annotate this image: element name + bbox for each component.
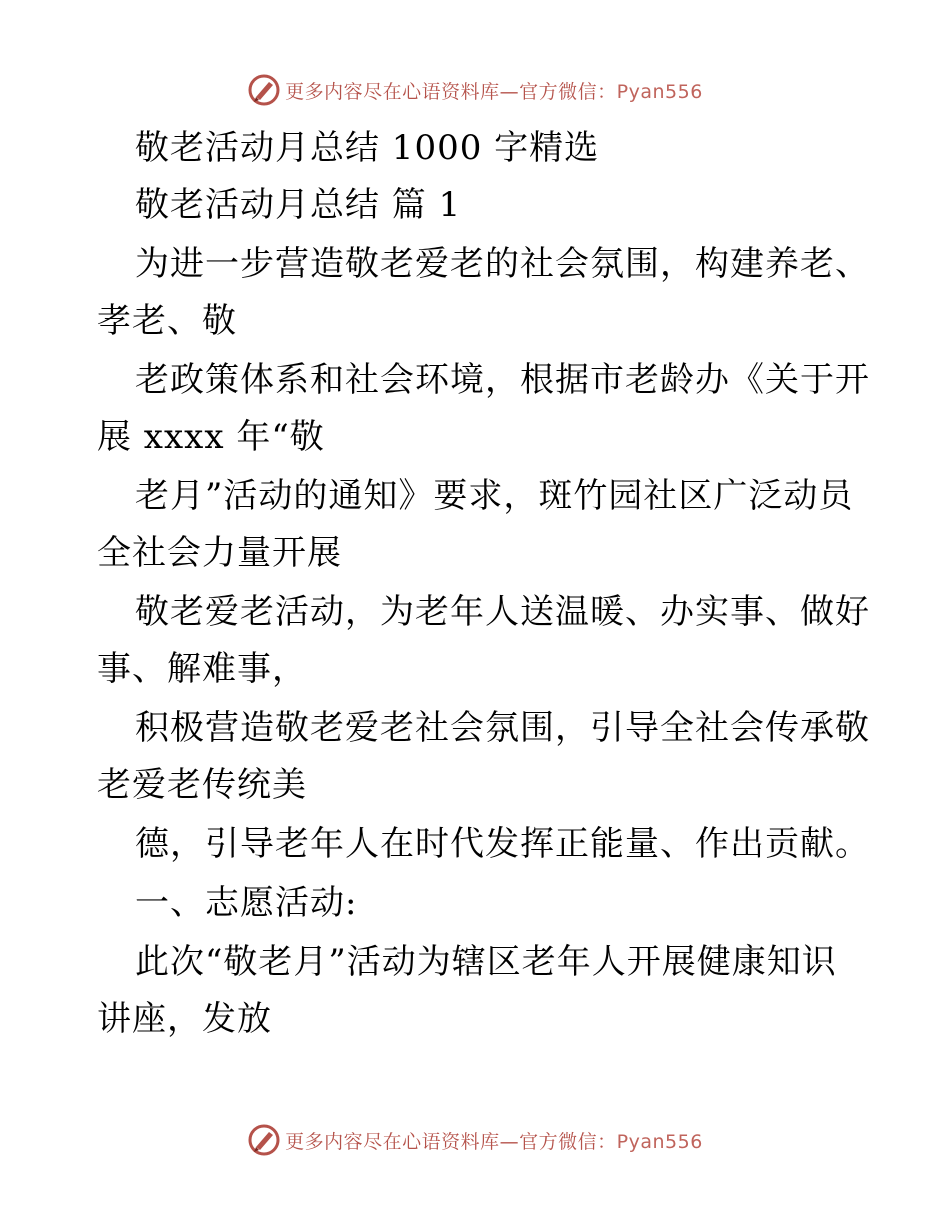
paragraph-line: 全社会力量开展 xyxy=(97,533,342,573)
paragraph-line: 老爱老传统美 xyxy=(97,765,307,805)
paragraph-line: 讲座，发放 xyxy=(97,999,272,1039)
watermark-text xyxy=(285,1127,703,1154)
paragraph-line: 此次“敬老月”活动为辖区老年人开展健康知识 xyxy=(135,942,837,982)
pen-logo-icon xyxy=(247,1123,281,1157)
subsection-heading: 一、志愿活动: xyxy=(135,883,358,923)
footer-watermark-banner xyxy=(0,1120,950,1160)
pen-logo-icon xyxy=(247,73,281,107)
paragraph-line: 事、解难事， xyxy=(97,649,307,689)
watermark-handle: Pyan556 xyxy=(616,1130,703,1153)
paragraph-line: 展 xxxx 年“敬 xyxy=(97,417,325,457)
paragraph-line: 为进一步营造敬老爱老的社会氛围，构建养老、 xyxy=(135,244,870,284)
watermark-label: 更多内容尽在心语资料库—官方微信： xyxy=(285,1130,617,1153)
watermark-text xyxy=(285,77,703,104)
watermark-handle: Pyan556 xyxy=(616,80,703,103)
paragraph-line: 老月”活动的通知》要求，斑竹园社区广泛动员 xyxy=(135,476,854,516)
document-title: 敬老活动月总结 1000 字精选 xyxy=(135,128,600,168)
paragraph-line: 积极营造敬老爱老社会氛围，引导全社会传承敬 xyxy=(135,708,870,748)
paragraph-line: 孝老、敬 xyxy=(97,301,237,341)
paragraph-line: 敬老爱老活动，为老年人送温暖、办实事、做好 xyxy=(135,592,870,632)
paragraph-line: 老政策体系和社会环境，根据市老龄办《关于开 xyxy=(135,360,870,400)
header-watermark-banner xyxy=(0,70,950,110)
paragraph-line: 德，引导老年人在时代发挥正能量、作出贡献。 xyxy=(135,824,870,864)
watermark-label: 更多内容尽在心语资料库—官方微信： xyxy=(285,80,617,103)
section-heading: 敬老活动月总结 篇 1 xyxy=(135,185,462,225)
